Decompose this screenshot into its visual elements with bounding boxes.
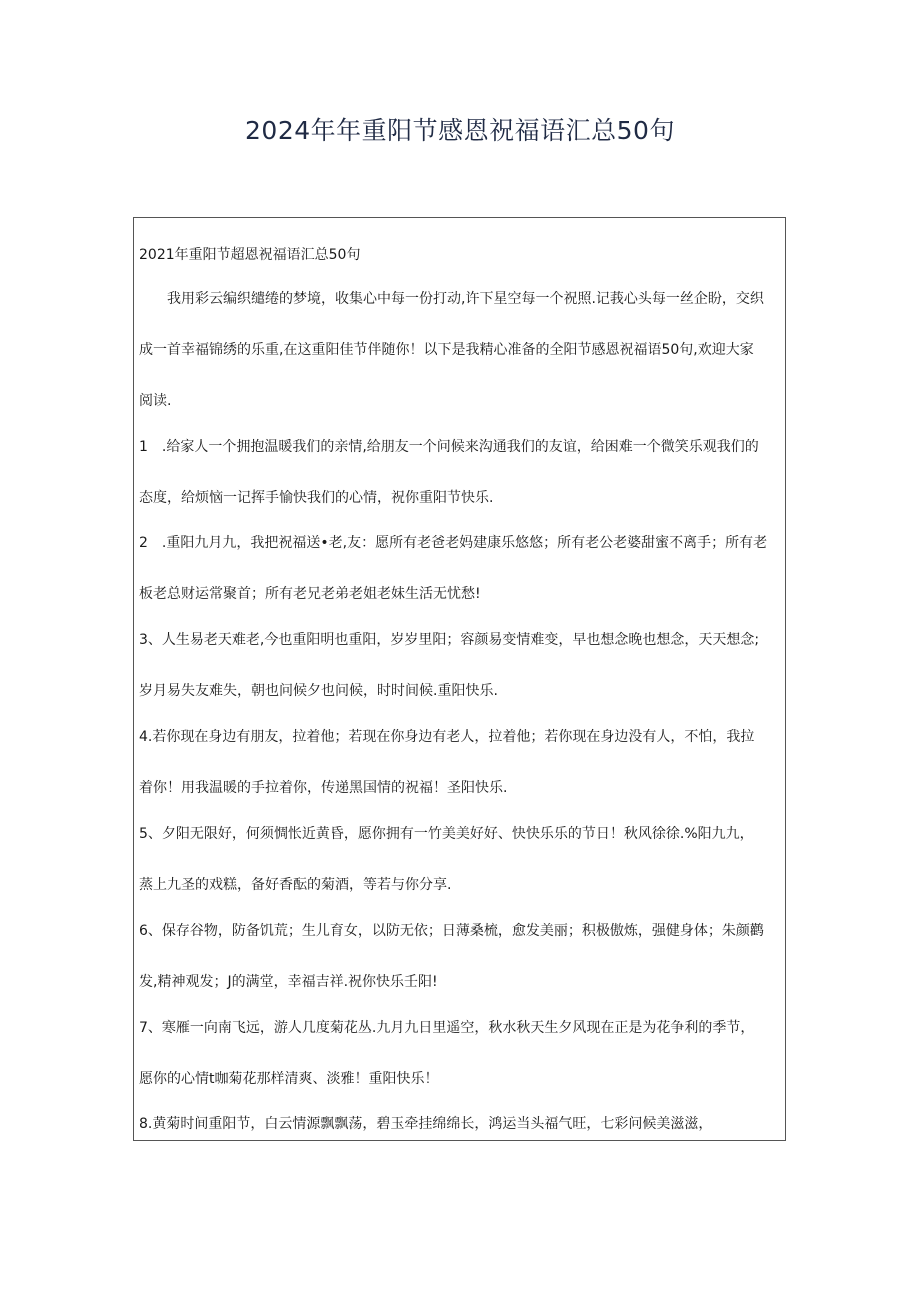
blessing-item-8	[139, 1114, 779, 1134]
paragraph-line: 6、保存谷物，防备饥荒；生儿育女，以防无依；日薄桑梳，愈发美丽；积极傲炼，强健身体；朱颜鹳	[139, 923, 764, 939]
paragraph-line: 成一首幸福锦绣的乐重,在这重阳佳节伴随你！以下是我精心准备的全阳节感恩祝福语50句,欢迎大家	[139, 342, 754, 358]
document-subtitle: 2021年重阳节超恩祝福语汇总50句	[139, 247, 361, 263]
paragraph-line: 阅读.	[139, 393, 172, 409]
blessing-item-3	[139, 630, 779, 701]
paragraph-line: 3、人生易老天难老,今也重阳明也重阳，岁岁里阳；容颜易变情难变，早也想念晚也想念，天天想念;	[139, 632, 760, 648]
blessing-item-7	[139, 1018, 779, 1089]
document-title: 2024年年重阳节感恩祝福语汇总50句	[245, 116, 675, 145]
content-box	[133, 217, 786, 1141]
paragraph-line: 板老总财运常聚首；所有老兄老弟老姐老妹生活无忧愁!	[139, 586, 481, 602]
paragraph-line: 1 .给家人一个拥抱温暖我们的亲情,给朋友一个问候来沟通我们的友谊，给困难一个微笑乐观我们的	[139, 439, 759, 455]
paragraph-line: 2 .重阳九月九，我把祝福送•老,友：愿所有老爸老妈建康乐悠悠；所有老公老婆甜蜜不离手；所有老	[139, 535, 768, 551]
paragraph-line: 8.黄菊时间重阳节，白云情源飘飘荡，碧玉牵挂绵绵长，鸿运当头福气旺，七彩问候美滋滋，	[139, 1116, 713, 1132]
paragraph-line: 蒸上九圣的戏糕，备好香酝的菊酒，等若与你分享.	[139, 877, 452, 893]
blessing-item-5	[139, 824, 779, 895]
paragraph-line: 4.若你现在身边有朋友，拉着他；若现在你身边有老人，拉着他；若你现在身边没有人，不怕，我拉	[139, 729, 755, 745]
blessing-item-2	[139, 533, 779, 604]
intro-paragraph	[139, 289, 779, 411]
paragraph-line: 发,精神观发；J的满堂，幸福吉祥.祝你快乐壬阳!	[139, 974, 438, 990]
paragraph-line: 岁月易失友难失，朝也问候夕也问候，时时间候.重阳快乐.	[139, 683, 498, 699]
paragraph-line: 我用彩云编织缱绻的梦境，收集心中每一份打动,许下星空每一个祝照.记莪心头每一丝企盼，交织	[167, 291, 764, 307]
blessing-item-4	[139, 727, 779, 798]
paragraph-line: 7、寒雁一向南飞远，游人几度菊花丛.九月九日里遥空，秋水秋天生夕风现在正是为花争利的季节，	[139, 1020, 755, 1036]
paragraph-line: 5、夕阳无限好，何须惆怅近黄昏，愿你拥有一竹美美好好、快快乐乐的节日！秋风徐徐.%阳九九，	[139, 826, 754, 842]
paragraph-line: 着你！用我温暖的手拉着你，传递黑国情的祝福！圣阳快乐.	[139, 780, 508, 796]
paragraph-line: 态度，给烦恼一记挥手愉快我们的心情，祝你重阳节快乐.	[139, 490, 494, 506]
blessing-item-1	[139, 437, 779, 508]
paragraph-line: 愿你的心情t咖菊花那样清爽、淡雅！重阳快乐！	[139, 1071, 439, 1087]
blessing-item-6	[139, 921, 779, 992]
